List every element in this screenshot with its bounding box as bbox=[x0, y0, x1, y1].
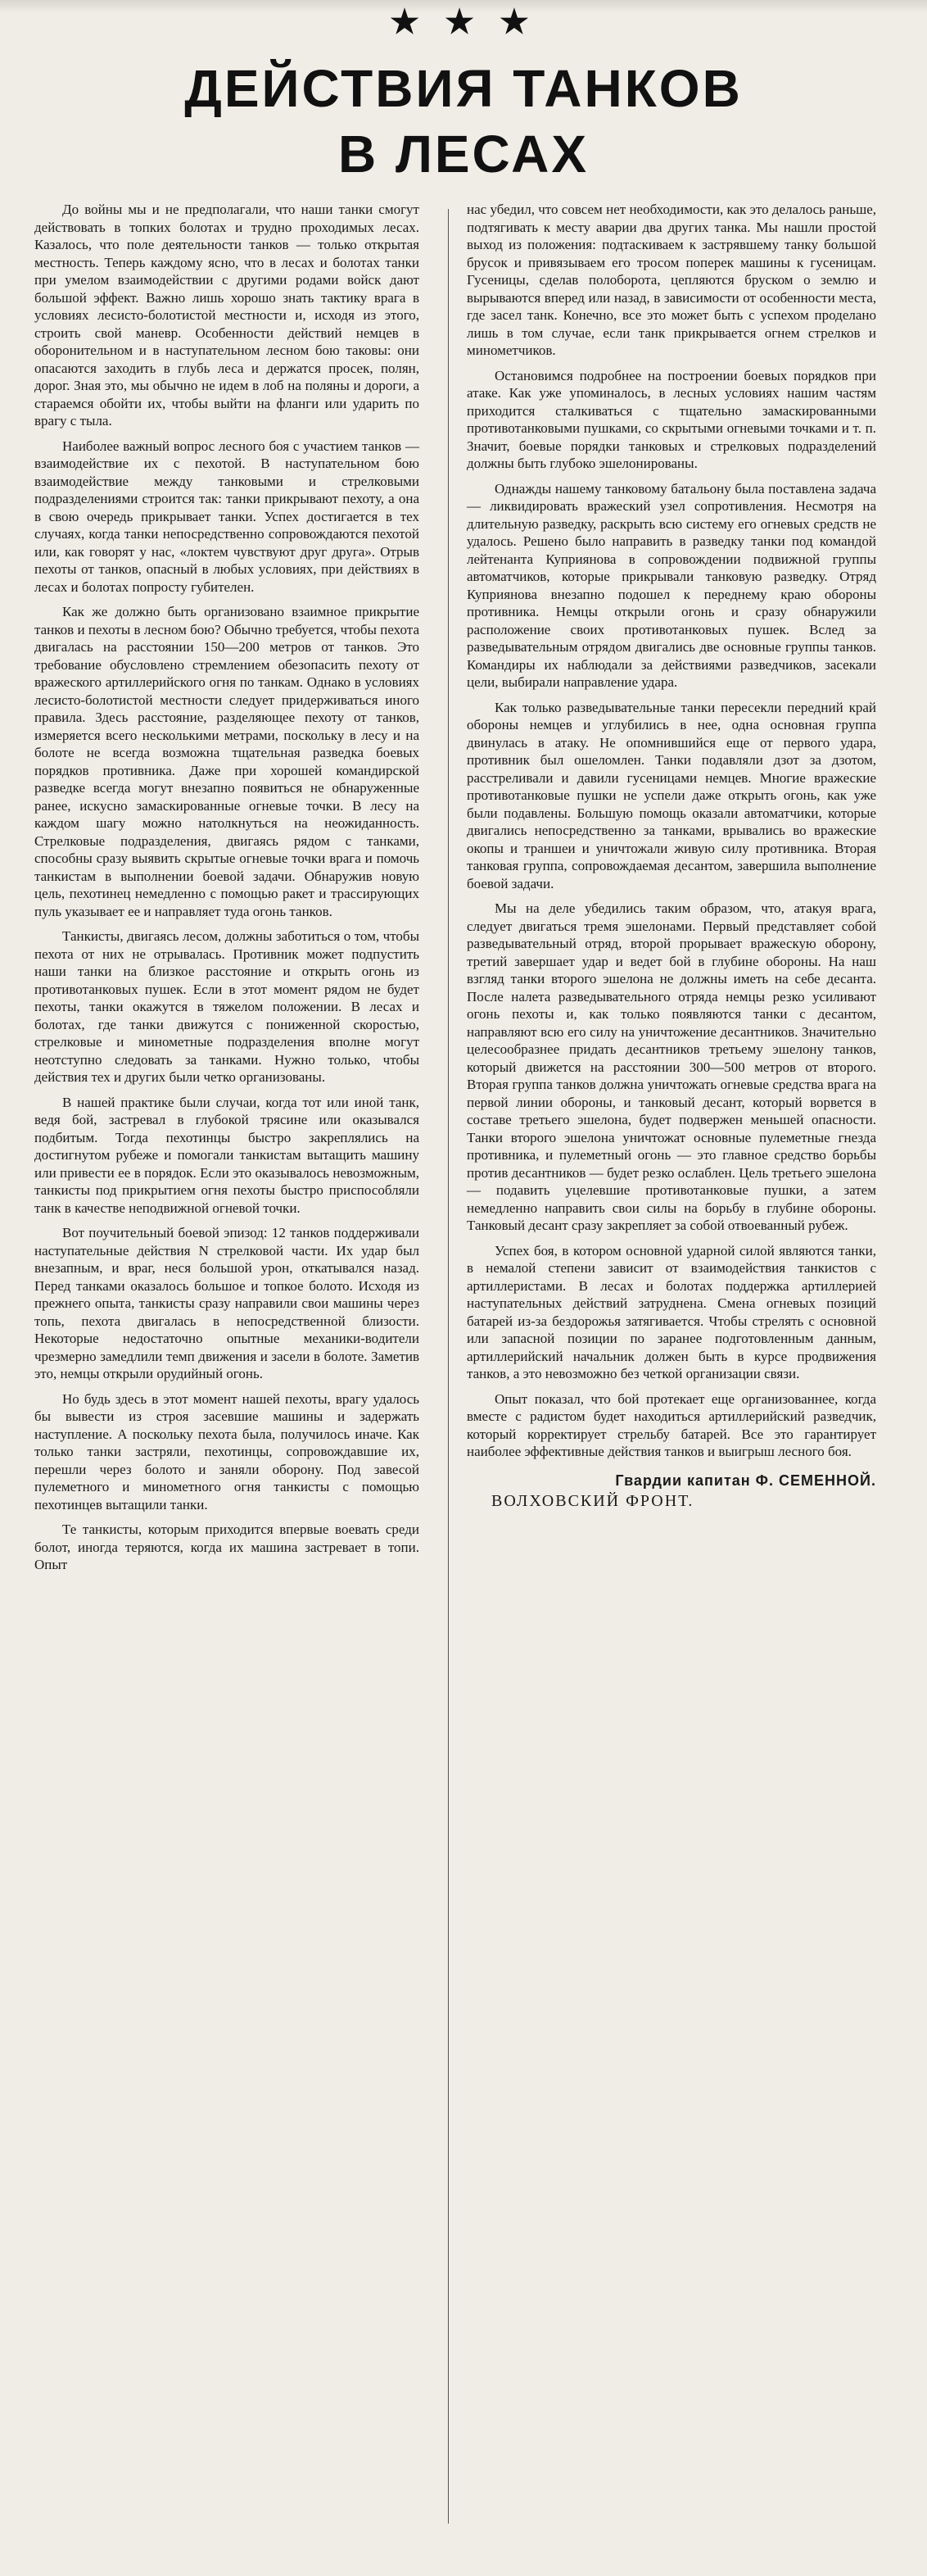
paragraph: Как же должно быть организовано взаимное прикрытие танков и пехоты в лесном бою? Обычно требуется, чтобы пехота двигалась на расстоянии 150—200 метров от танков. Это требование обусловлено стремлением обезопасить пехоту от вражеского артиллерийского огня по танкам. Однако в условиях лесисто-болотистой местности следует придерживаться иного правила. Здесь расстояние, разделяющее пехоту от танков, измеряется всего несколькими метрами, поскольку в лесу и на болоте не всегда возможна тщательная разведка боевых порядков противника. Даже при хорошей командирской разведке всегда могут внезапно появиться не обнаруженные ранее, искусно замаскированные огневые точки. В лесу на каждом шагу можно натолкнуться на неожиданность. Стрелковые подразделения, двигаясь рядом с танками, способны сразу выявить скрытые огневые точки врага и помочь танкистам в выполнении боевой задачи. Обнаружив новую цель, пехотинец немедленно с помощью ракет и трассирующих пуль указывает ее и направляет туда огонь танков. bbox=[34, 604, 419, 919]
paragraph: В нашей практике были случаи, когда тот или иной танк, ведя бой, застревал в глубокой трясине или оказывался подбитым. Тогда пехотинцы быстро закреплялись на достигнутом рубеже и помогали танкистам вытащить машину или привести ее в порядок. Если это оказывалось невозможным, танкисты под прикрытием огня пехоты быстро приспособляли танк в качестве неподвижной огневой точки. bbox=[34, 1094, 419, 1216]
author-signature: Гвардии капитан Ф. СЕМЕННОЙ. bbox=[615, 1472, 876, 1489]
paragraph: Наиболее важный вопрос лесного боя с участием танков — взаимодействие их с пехотой. В наступательном бою взаимодействие между танковыми и стрелковыми подразделениями строится так: танки прикрывают пехоту, а она в свою очередь прикрывает танки. Успех достигается в тех случаях, когда танки непосредственно сопровождаются пехотой или, как говорят у нас, «локтем чувствуют друг друга». Отрыв пехоты от танков, опасный в любых условиях, при действиях в лесах и болотах попросту губителен. bbox=[34, 438, 419, 595]
paragraph: Те танкисты, которым приходится впервые воевать среди болот, иногда теряются, когда их машина застревает в топи. Опыт bbox=[34, 1522, 419, 1572]
paragraph: Вот поучительный боевой эпизод: 12 танков поддерживали наступательные действия N стрелковой части. Их удар был внезапным, и враг, неся большой урон, откатывался назад. Перед танками оказалось большое и топкое болото. Исходя из прежнего опыта, танкисты сразу направили свои машины через топь, пехота двигалась в непосредственной близости. Некоторые недостаточно опытные механики-водители чрезмерно замедлили темп движения и засели в болоте. Заметив это, немцы открыли орудийный огонь. bbox=[34, 1225, 419, 1381]
left-column bbox=[34, 201, 419, 1581]
paragraph: Мы на деле убедились таким образом, что, атакуя врага, следует двигаться тремя эшелонами. Первый представляет собой разведывательный отряд, второй прорывает вражескую оборону, третий завершает удар и ведет бой в глубине обороны. На наш взгляд танки второго эшелона не должны иметь на себе десанта. После налета разведывательного отряда немцы резко усиливают огонь пехоты и, как только появляются танки с десантом, направляют всю его силу на уничтожение десантников. Значительно целесообразнее придать десантников третьему эшелону танков, который движется на расстоянии 300—500 метров от второго. Вторая группа танков должна уничтожать огневые средства врага на первой линии обороны, и танковый десант, который ворвется в составе третьего эшелона, будет подвержен меньшей опасности. Танки второго эшелона уничтожат основные пулеметные гнезда противника, и пулеметный огонь — это главное средство борьбы против десантников — будет резко ослаблен. Цель третьего эшелона — подавить уцелевшие противотанковые пушки, а затем немедленно направить свои силы на борьбу в глубине обороны. Танковый десант сразу закрепляет за собой отвоеванный рубеж. bbox=[467, 900, 876, 1233]
column-divider bbox=[448, 209, 449, 2524]
right-column bbox=[467, 201, 876, 1511]
paragraph: Танкисты, двигаясь лесом, должны заботиться о том, чтобы пехота от них не отрывалась. Противник может подпустить наши танки на близкое расстояние и открыть огонь из противотанковых пушек. Если в этот момент рядом не будет пехоты, танки окажутся в тяжелом положении. В лесах и болотах, где танки движутся с пониженной скоростью, стрелковые и минометные подразделения вполне могут неотступно следовать за танками. Нужно только, чтобы действия тех и других были четко организованы. bbox=[34, 928, 419, 1085]
paragraph: Остановимся подробнее на построении боевых порядков при атаке. Как уже упоминалось, в лесных условиях нашим частям приходится сталкиваться с тщательно замаскированными противотанковыми пушками, со скрытыми огневыми точками и т. п. Значит, боевые порядки танковых и стрелковых подразделений должны быть глубоко эшелонированы. bbox=[467, 367, 876, 471]
article-title-line-2: В ЛЕСАХ bbox=[337, 125, 590, 184]
paragraph: Но будь здесь в этот момент нашей пехоты, врагу удалось бы вывести из строя засевшие машины и задержать наступление. А поскольку пехота была, получилось иначе. Как только танки застряли, пехотинцы, сопровождавшие их, перешли через болото и заняли оборону. Под завесой пулеметного и минометного огня танкисты с помощью пехотинцев вытащили танки. bbox=[34, 1390, 419, 1512]
paragraph: нас убедил, что совсем нет необходимости, как это делалось раньше, подтягивать к месту аварии два других танка. Мы нашли простой выход из положения: подтаскиваем к застрявшему танку большой брусок и привязываем его тросом поперек машины к гусеницам. Гусеницы, сделав полоборота, цепляются бруском о землю и вырываются вперед или назад, в зависимости от особенности места, где засел танк. Конечно, все это может быть с успехом проделано лишь в том случае, если танк прикрывается огнем стрелков и минометчиков. bbox=[467, 202, 876, 358]
section-stars: ★ ★ ★ bbox=[390, 4, 537, 40]
paragraph: Однажды нашему танковому батальону была поставлена задача — ликвидировать вражеский узел сопротивления. Несмотря на длительную разведку, раскрыть всю систему его огневых средств не удалось. Решено было направить в разведку танки под командой лейтенанта Куприянова в сопровождении подвижной группы автоматчиков, которые прикрывали танковую разведку. Отряд Куприянова внезапно подошел к переднему краю обороны противника. Немцы открыли огонь и сразу обнаружили расположение своих противотанковых пушек. Вслед за разведывательным отрядом двигались две основные группы танков. Командиры их наблюдали за действиями разведчиков, засекали цели, выбирали направление удара. bbox=[467, 480, 876, 690]
paragraph: Как только разведывательные танки пересекли передний край обороны немцев и углубились в нее, одна основная группа двинулась в атаку. Не опомнившийся еще от первого удара, противник был ошеломлен. Танки подавляли дзот за дзотом, расстреливали и давили гусеницами немцев. Многие вражеские противотанковые пушки не успели даже открыть огонь, как уже были подавлены. Большую помощь оказали автоматчики, которые двигались непосредственно за танками, врывались во вражеские окопы и траншеи и уничтожали живую силу противника. Вторая танковая группа, сопровождаемая десантом, завершила выполнение боевой задачи. bbox=[467, 699, 876, 891]
paragraph: До войны мы и не предполагали, что наши танки смогут действовать в топких болотах и трудно проходимых лесах. Казалось, что поле деятельности танков — только открытая местность. Теперь каждому ясно, что в лесах и болотах танки при умелом взаимодействии с другими родами войск дают большой эффект. Важно лишь хорошо знать тактику врага в условиях лесисто-болотистой местности и, исходя из этого, строить свой маневр. Особенности действий немцев в оборонительном и в наступательном лесном бою таковы: они опасаются заходить в глубь леса и держатся просек, полян, дорог. Зная это, мы обычно не идем в лоб на поляны и дороги, а стараемся обойти их, чтобы выйти на фланги или ударить по врагу с тыла. bbox=[34, 202, 419, 429]
front-name: ВОЛХОВСКИЙ ФРОНТ. bbox=[491, 1492, 694, 1510]
paragraph: Успех боя, в котором основной ударной силой являются танки, в немалой степени зависит от взаимодействия танкистов с артиллеристами. В лесах и болотах поддержка артиллерией наступательных действий затруднена. Смена огневых позиций батарей из-за бездорожья затягивается. Чтобы стрелять с основной или запасной позиции по заранее подготовленным данным, артиллерийский начальник должен быть в курсе продвижения танков, а это невозможно без четкой организации связи. bbox=[467, 1242, 876, 1381]
paragraph: Опыт показал, что бой протекает еще организованнее, когда вместе с радистом будет находиться артиллерийский разведчик, который корректирует стрельбу батарей. Все это гарантирует наиболее эффективные действия танков и выигрыш лесного боя. bbox=[467, 1390, 876, 1459]
article-title-line-1: ДЕЙСТВИЯ ТАНКОВ bbox=[184, 59, 743, 118]
